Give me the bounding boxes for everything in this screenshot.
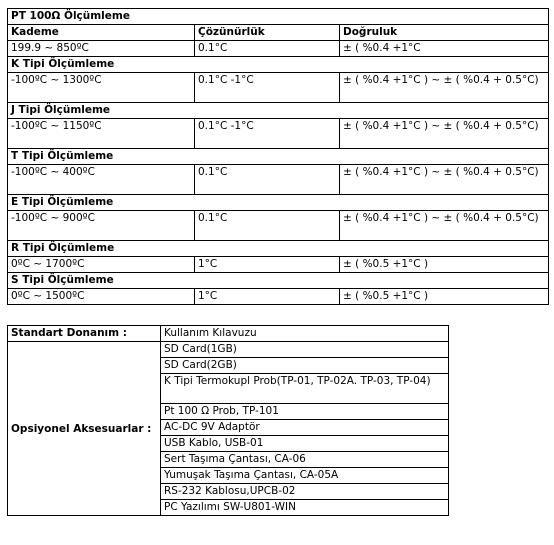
pt100-accuracy: ± ( %0.4 +1°C [340,41,549,57]
t-section-title: T Tipi Ölçümleme [8,149,549,165]
pt100-range: 199.9 ~ 850ºC [8,41,195,57]
j-resolution: 0.1°C -1°C [195,119,340,149]
e-resolution: 0.1°C [195,211,340,241]
optional-accessory-item: AC-DC 9V Adaptör [161,420,449,436]
r-data-row [8,257,549,273]
k-range: -100ºC ~ 1300ºC [8,73,195,103]
r-section-row [8,241,549,257]
k-data-row [8,73,549,103]
t-section-row [8,149,549,165]
optional-accessory-item: Pt 100 Ω Prob, TP-101 [161,404,449,420]
header-range: Kademe [8,25,195,41]
optional-accessories-label: Opsiyonel Aksesuarlar : [8,342,161,516]
s-range: 0ºC ~ 1500ºC [8,289,195,305]
e-data-row [8,211,549,241]
optional-accessory-item: SD Card(2GB) [161,358,449,374]
s-section-row [8,273,549,289]
t-resolution: 0.1°C [195,165,340,195]
standard-equipment-item: Kullanım Kılavuzu [161,326,449,342]
accessories-table [7,325,449,516]
optional-accessory-item: SD Card(1GB) [161,342,449,358]
j-data-row [8,119,549,149]
k-section-title: K Tipi Ölçümleme [8,57,549,73]
s-section-title: S Tipi Ölçümleme [8,273,549,289]
k-resolution: 0.1°C -1°C [195,73,340,103]
e-range: -100ºC ~ 900ºC [8,211,195,241]
s-resolution: 1°C [195,289,340,305]
header-resolution: Çözünürlük [195,25,340,41]
pt100-section-title: PT 100Ω Ölçümleme [8,9,549,25]
r-resolution: 1°C [195,257,340,273]
optional-accessory-item: Sert Taşıma Çantası, CA-06 [161,452,449,468]
e-accuracy: ± ( %0.4 +1°C ) ~ ± ( %0.4 + 0.5°C) [340,211,549,241]
j-accuracy: ± ( %0.4 +1°C ) ~ ± ( %0.4 + 0.5°C) [340,119,549,149]
r-range: 0ºC ~ 1700ºC [8,257,195,273]
j-section-title: J Tipi Ölçümleme [8,103,549,119]
pt100-resolution: 0.1°C [195,41,340,57]
optional-accessory-item: K Tipi Termokupl Prob(TP-01, TP-02A. TP-03, TP-04) [161,374,449,404]
k-section-row [8,57,549,73]
t-range: -100ºC ~ 400ºC [8,165,195,195]
s-accuracy: ± ( %0.5 +1°C ) [340,289,549,305]
standard-equipment-label: Standart Donanım : [8,326,161,342]
e-section-row [8,195,549,211]
j-range: -100ºC ~ 1150ºC [8,119,195,149]
specifications-table [7,8,549,305]
optional-accessory-item: Yumuşak Taşıma Çantası, CA-05A [161,468,449,484]
t-data-row [8,165,549,195]
header-accuracy: Doğruluk [340,25,549,41]
optional-accessory-item: RS-232 Kablosu,UPCB-02 [161,484,449,500]
column-header-row [8,25,549,41]
e-section-title: E Tipi Ölçümleme [8,195,549,211]
optional-accessory-item: PC Yazılımı SW-U801-WIN [161,500,449,516]
j-section-row [8,103,549,119]
optional-accessory-row [8,342,449,358]
pt100-data-row [8,41,549,57]
r-accuracy: ± ( %0.5 +1°C ) [340,257,549,273]
t-accuracy: ± ( %0.4 +1°C ) ~ ± ( %0.4 + 0.5°C) [340,165,549,195]
k-accuracy: ± ( %0.4 +1°C ) ~ ± ( %0.4 + 0.5°C) [340,73,549,103]
r-section-title: R Tipi Ölçümleme [8,241,549,257]
s-data-row [8,289,549,305]
optional-accessory-item: USB Kablo, USB-01 [161,436,449,452]
pt100-section-row [8,9,549,25]
standard-equipment-row [8,326,449,342]
